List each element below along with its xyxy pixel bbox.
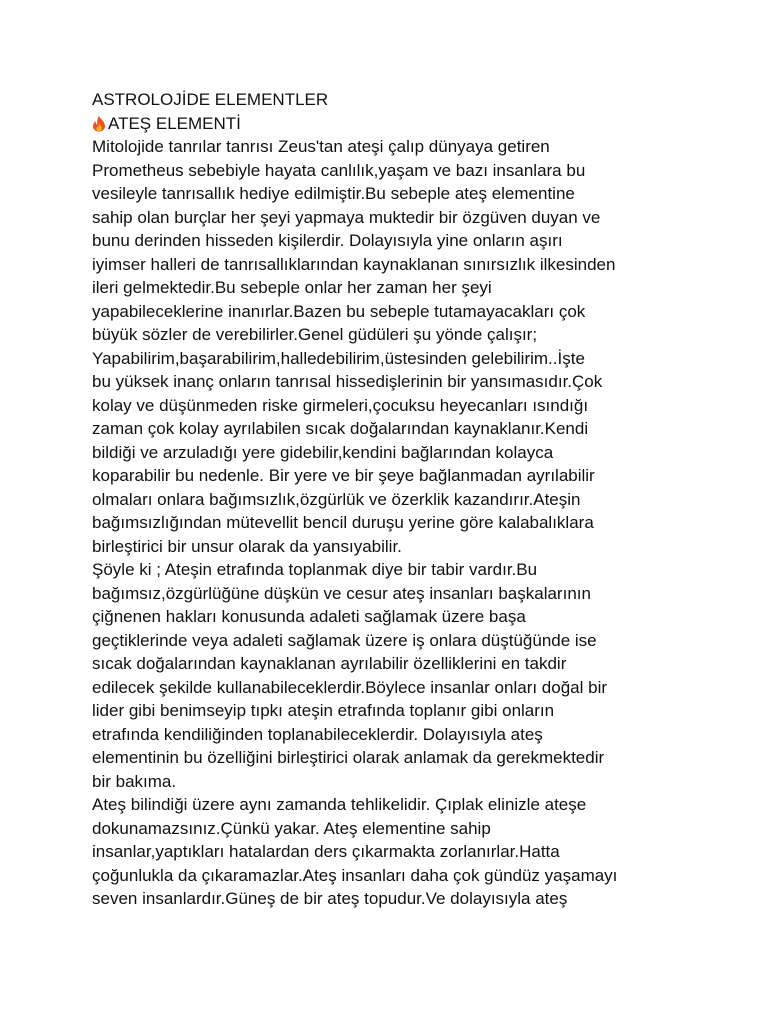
body-line: yapabileceklerine inanırlar.Bazen bu sebeple tutamayacakları çok [92,301,586,321]
body-line: bu yüksek inanç onların tanrısal hissedişlerinin bir yansımasıdır.Çok [92,372,603,391]
body-line: çiğnenen hakları konusunda adaleti sağlamak üzere başa [92,607,526,626]
body-line: çoğunlukla da çıkaramazlar.Ateş insanları daha çok gündüz yaşamayı [92,865,618,885]
body-line: sıcak doğalarından kaynaklanan ayrılabilir özelliklerini en takdir [92,654,567,673]
body-line: bildiği ve arzuladığı yere gidebilir,kendini bağlarından kolayca [92,442,554,462]
body-line: Şöyle ki ; Ateşin etrafında toplanmak diye bir tabir vardır.Bu [92,560,538,579]
body-line: olmaları onlara bağımsızlık,özgürlük ve özerklik kazandırır.Ateşin [92,489,581,509]
body-line: bağımsız,özgürlüğüne düşkün ve cesur ateş insanları başkalarının [92,583,591,603]
body-line: insanlar,yaptıkları hatalardan ders çıkarmakta zorlanırlar.Hatta [92,842,560,861]
body-line: elementinin bu özelliğini birleştirici olarak anlamak da gerekmektedir [92,748,605,767]
body-line: dokunamazsınız.Çünkü yakar. Ateş elementine sahip [92,818,491,838]
body-line: Mitolojide tanrılar tanrısı Zeus'tan ateşi çalıp dünyaya getiren [92,137,550,156]
body-text [92,135,682,911]
section-heading [92,112,682,136]
body-line: seven insanlardır.Güneş de bir ateş topudur.Ve dolayısıyla ateş [92,889,568,908]
body-line: bağımsızlığından mütevellit bencil duruşu yerine göre kalabalıklara [92,513,594,532]
document-title: ASTROLOJİDE ELEMENTLER [92,90,329,109]
body-line: vesileyle tanrısallık hediye edilmiştir.Bu sebeple ateş elementine [92,184,575,203]
body-line: iyimser halleri de tanrısallıklarından kaynaklanan sınırsızlık ilkesinden [92,254,616,274]
body-line: birleştirici bir unsur olarak da yansıyabilir. [92,536,402,556]
section-title: ATEŞ ELEMENTİ [108,113,241,133]
body-line: kolay ve düşünmeden riske girmeleri,çocuksu heyecanları ısındığı [92,395,589,415]
body-line: edilecek şekilde kullanabileceklerdir.Böylece insanlar onları doğal bir [92,677,608,697]
body-line: etrafında kendiliğinden toplanabileceklerdir. Dolayısıyla ateş [92,724,543,744]
body-line: koparabilir bu nedenle. Bir yere ve bir şeye bağlanmadan ayrılabilir [92,466,595,485]
body-line: Ateş bilindiği üzere aynı zamanda tehlikelidir. Çıplak elinizle ateşe [92,795,587,814]
body-line: Prometheus sebebiyle hayata canlılık,yaşam ve bazı insanlara bu [92,160,586,180]
body-line: bunu derinden hisseden kişilerdir. Dolayısıyla yine onların aşırı [92,231,563,250]
body-line: bir bakıma. [92,771,177,791]
document-page [92,88,682,911]
body-line: geçtiklerinde veya adaleti sağlamak üzere iş onlara düştüğünde ise [92,630,597,650]
body-line: büyük sözler de verebilirler.Genel güdüleri şu yönde çalışır; [92,325,538,344]
body-line: sahip olan burçlar her şeyi yapmaya muktedir bir özgüven duyan ve [92,207,601,227]
body-line: ileri gelmektedir.Bu sebeple onlar her zaman her şeyi [92,278,492,297]
body-line: zaman çok kolay ayrılabilen sıcak doğalarından kaynaklanır.Kendi [92,419,589,438]
fire-icon [92,115,106,132]
body-line: lider gibi benimseyip tıpkı ateşin etrafında toplanır gibi onların [92,701,555,720]
body-line: Yapabilirim,başarabilirim,halledebilirim,üstesinden gelebilirim..İşte [92,348,585,368]
